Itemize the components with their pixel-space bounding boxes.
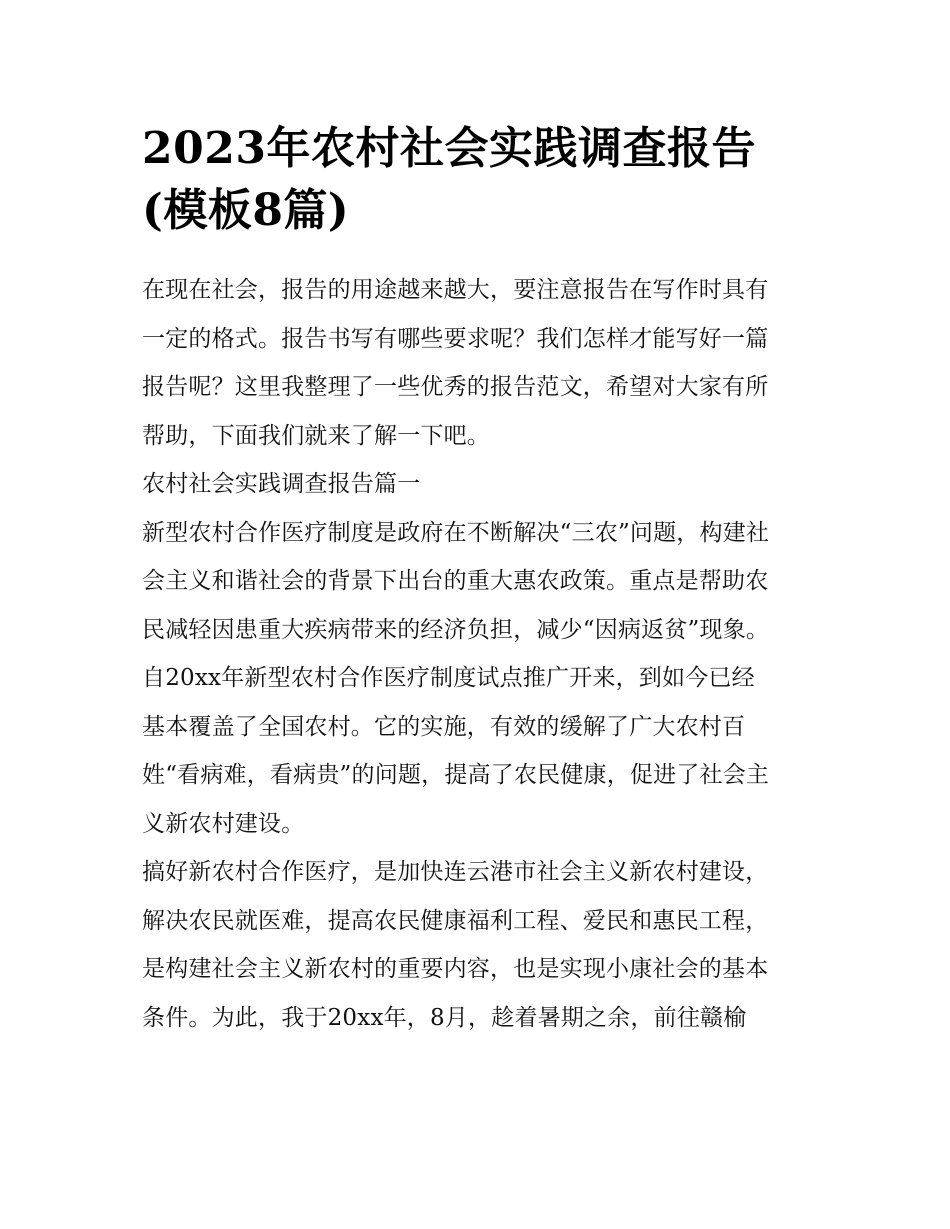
- text-line: 解决农民就医难，提高农民健康福利工程、爱民和惠民工程，: [142, 907, 769, 934]
- text-line: 民减轻因患重大疾病带来的经济负担，减少“因病返贫”现象。: [142, 616, 770, 643]
- text-line: 姓“看病难，看病贵”的问题，提高了农民健康，促进了社会主: [142, 762, 770, 788]
- text-line: 会主义和谐社会的背景下出台的重大惠农政策。重点是帮助农: [142, 568, 769, 594]
- document-title: [142, 118, 814, 242]
- title-line: (模板8篇): [142, 185, 350, 236]
- body-paragraph: [142, 509, 814, 849]
- text-line: 帮助，下面我们就来了解一下吧。: [142, 422, 490, 449]
- document-page: [142, 118, 814, 1042]
- intro-paragraph: [142, 266, 814, 460]
- text-line: 在现在社会，报告的用途越来越大，要注意报告在写作时具有: [142, 277, 769, 303]
- text-line: 搞好新农村合作医疗，是加快连云港市社会主义新农村建设，: [142, 859, 769, 885]
- text-line: 一定的格式。报告书写有哪些要求呢？我们怎样才能写好一篇: [142, 325, 769, 352]
- text-line: 农村社会实践调查报告篇一: [142, 471, 421, 497]
- title-line: 2023年农村社会实践调查报告: [142, 123, 756, 174]
- text-line: 基本覆盖了全国农村。它的实施，有效的缓解了广大农村百: [142, 713, 746, 740]
- text-line: 是构建社会主义新农村的重要内容，也是实现小康社会的基本: [142, 956, 769, 982]
- text-line: 自20xx年新型农村合作医疗制度试点推广开来，到如今已经: [142, 665, 755, 691]
- text-line: 新型农村合作医疗制度是政府在不断解决“三农”问题，构建社: [142, 519, 770, 546]
- text-line: 报告呢？这里我整理了一些优秀的报告范文，希望对大家有所: [142, 374, 769, 400]
- text-line: 义新农村建设。: [142, 810, 305, 837]
- section-heading: [142, 460, 814, 509]
- text-line: 条件。为此，我于20xx年，8月，趁着暑期之余，前往赣榆: [142, 1004, 747, 1031]
- document-body: [142, 266, 814, 1042]
- body-paragraph: [142, 848, 814, 1042]
